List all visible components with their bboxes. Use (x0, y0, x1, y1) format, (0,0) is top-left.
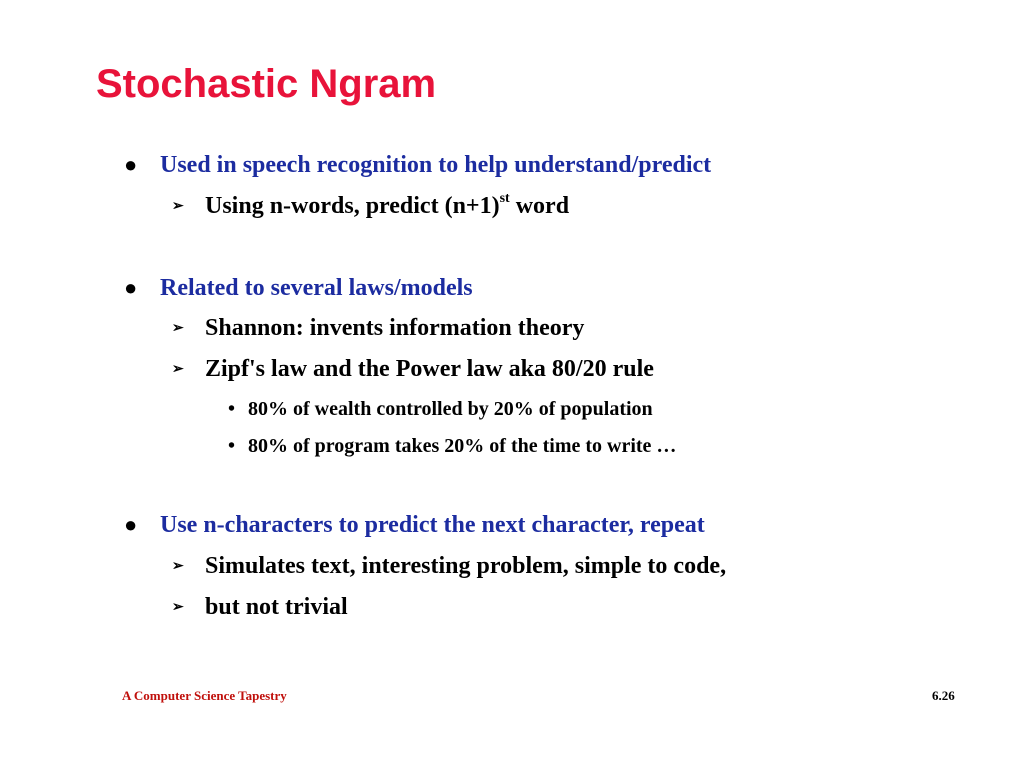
subsub-item-program (228, 435, 676, 458)
sub-item-text: but not trivial (205, 594, 348, 620)
dot-bullet-icon: • (228, 398, 236, 420)
subsub-item-text: 80% of program takes 20% of the time to write … (248, 435, 677, 457)
subsub-item-wealth (228, 398, 653, 421)
sub-item-text: Using n-words, predict (n+1) (205, 193, 500, 219)
bullet-text: Related to several laws/models (160, 275, 473, 301)
sub-item-not-trivial (172, 594, 348, 621)
sub-item-shannon (172, 315, 584, 342)
arrow-bullet-icon: ➢ (172, 362, 184, 377)
arrow-bullet-icon: ➢ (172, 600, 184, 615)
sub-item-text-suffix: word (509, 193, 570, 219)
bullet-text: Use n-characters to predict the next character, repeat (160, 512, 705, 538)
subsub-item-text: 80% of wealth controlled by 20% of population (248, 398, 653, 420)
bullet-item-speech-recognition (124, 152, 711, 179)
sub-item-n-words (172, 193, 569, 220)
arrow-bullet-icon: ➢ (172, 199, 184, 214)
bullet-item-n-characters (124, 512, 705, 539)
bullet-icon: ● (124, 512, 138, 537)
bullet-icon: ● (124, 152, 138, 177)
bullet-item-laws-models (124, 275, 473, 302)
sub-item-text: Zipf's law and the Power law aka 80/20 rule (205, 356, 654, 382)
dot-bullet-icon: • (228, 435, 236, 457)
sub-item-zipf (172, 356, 654, 383)
arrow-bullet-icon: ➢ (172, 321, 184, 336)
sub-item-simulates-text (172, 553, 726, 580)
bullet-text: Used in speech recognition to help understand/predict (160, 152, 712, 178)
footer-book-title: A Computer Science Tapestry (122, 688, 287, 703)
sub-item-text: Shannon: invents information theory (205, 315, 585, 341)
arrow-bullet-icon: ➢ (172, 559, 184, 574)
superscript: st (499, 191, 510, 206)
bullet-icon: ● (124, 275, 138, 300)
footer-slide-number: 6.26 (932, 688, 955, 703)
sub-item-text: Simulates text, interesting problem, simple to code, (205, 553, 727, 579)
slide-title: Stochastic Ngram (96, 62, 437, 106)
